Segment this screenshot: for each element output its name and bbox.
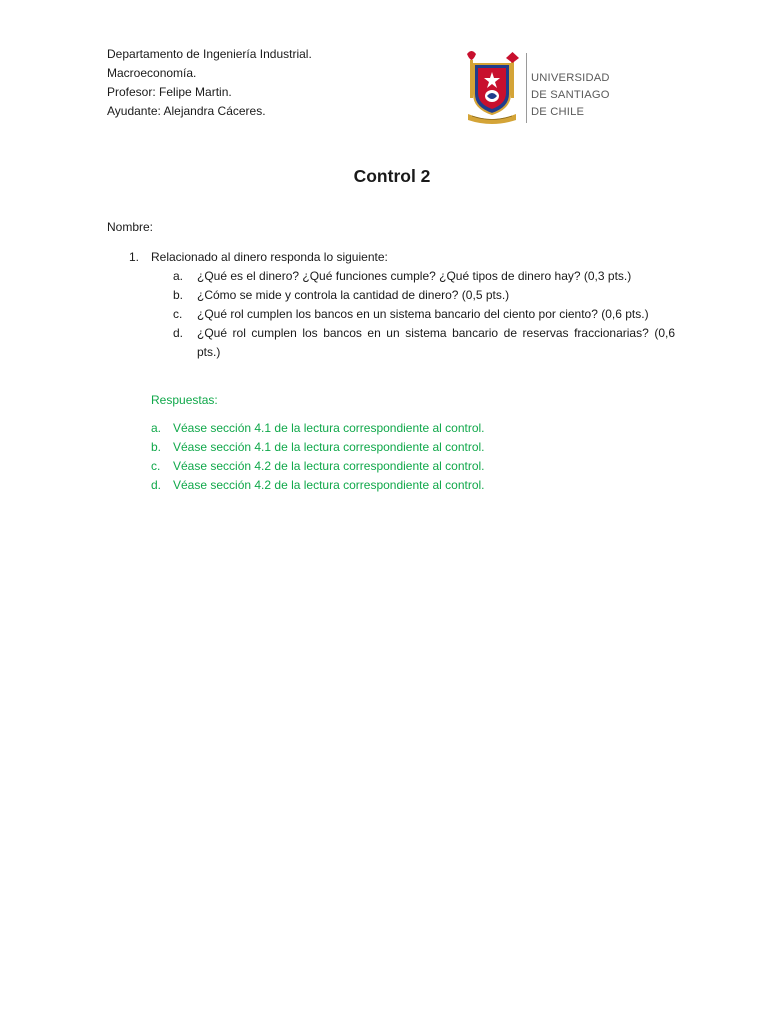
name-field-label: Nombre: [107,220,154,234]
question-number: 1. [129,250,140,264]
answers-title: Respuestas: [151,393,218,407]
document-title: Control 2 [353,166,431,186]
logo-divider [526,53,527,123]
answer-item-c [151,457,485,476]
university-name-line: DE CHILE [531,106,585,118]
answer-item-b [151,438,485,457]
answer-text: Véase sección 4.2 de la lectura correspondiente al control. [173,459,485,473]
sub-question-marker: c. [173,307,183,321]
answer-marker: b. [151,440,162,454]
department-line: Departamento de Ingeniería Industrial. [107,47,312,61]
university-name-line: DE SANTIAGO [531,89,610,101]
answer-text: Véase sección 4.2 de la lectura correspondiente al control. [173,478,485,492]
question-row [107,248,675,267]
answer-text: Véase sección 4.1 de la lectura correspondiente al control. [173,440,485,454]
university-name [531,70,610,121]
answers-section [151,391,485,495]
answer-marker: c. [151,459,161,473]
sub-question-list [107,267,675,362]
answer-item-d [151,476,485,495]
question-1 [107,248,675,362]
sub-question-text: ¿Qué es el dinero? ¿Qué funciones cumple? ¿Qué tipos de dinero hay? (0,3 pts.) [197,269,632,283]
course-line: Macroeconomía. [107,66,197,80]
professor-line: Profesor: Felipe Martin. [107,85,232,99]
sub-question-c [107,305,675,324]
question-text: Relacionado al dinero responda lo siguiente: [151,250,388,264]
sub-question-b [107,286,675,305]
sub-question-d [107,324,675,362]
answer-item-a [151,419,485,438]
header-info [107,45,312,121]
sub-question-text: ¿Qué rol cumplen los bancos en un sistema bancario de reservas fraccionarias? (0,6 pts.) [197,326,675,359]
assistant-line: Ayudante: Alejandra Cáceres. [107,104,266,118]
answer-text: Véase sección 4.1 de la lectura correspondiente al control. [173,421,485,435]
answer-marker: d. [151,478,162,492]
university-crest-icon [462,50,522,126]
sub-question-marker: b. [173,288,184,302]
university-name-line: UNIVERSIDAD [531,72,610,84]
university-logo [462,50,632,126]
sub-question-a [107,267,675,286]
sub-question-text: ¿Qué rol cumplen los bancos en un sistema bancario del ciento por ciento? (0,6 pts.) [197,307,649,321]
sub-question-marker: a. [173,269,184,283]
sub-question-text: ¿Cómo se mide y controla la cantidad de dinero? (0,5 pts.) [197,288,510,302]
answer-marker: a. [151,421,162,435]
sub-question-marker: d. [173,326,184,340]
